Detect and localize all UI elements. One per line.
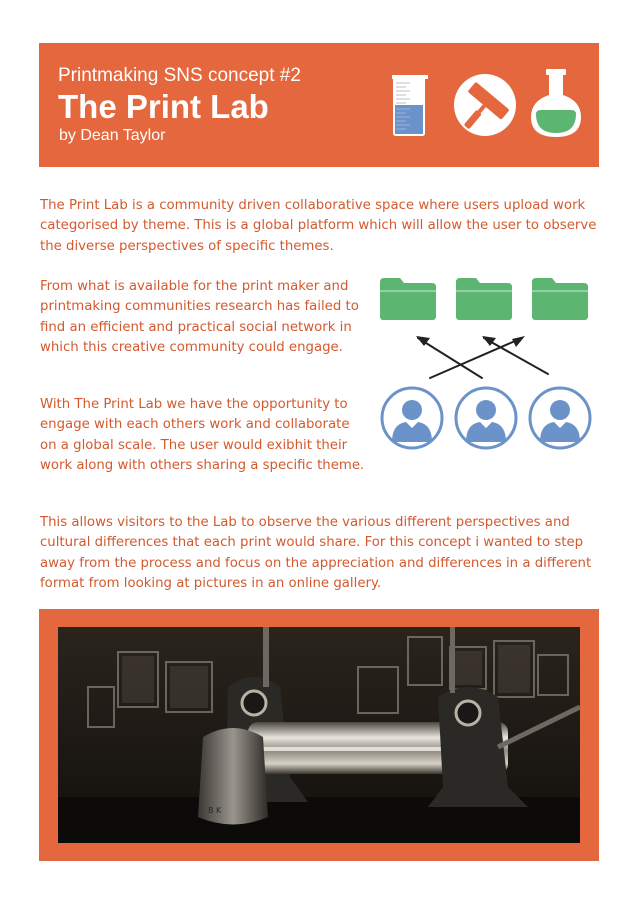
folder-icon (532, 278, 588, 320)
beaker-icon (388, 73, 438, 137)
user-icon (456, 388, 516, 448)
arrow-line (430, 338, 522, 378)
opportunity-paragraph: With The Print Lab we have the opportunity to engage with each others work and collaborate on a global scale. The user would exibhit their work along with others sharing a specific theme. (40, 397, 365, 473)
svg-text:B K: B K (208, 806, 222, 815)
folder-icon (376, 278, 436, 324)
header-banner (39, 43, 599, 167)
intro-paragraph: The Print Lab is a community driven collaborative space where users upload work categorised by theme. This is a global platform which will allow the user to observe the diverse perspectives of specific themes. (40, 198, 597, 254)
photo-frame (39, 609, 599, 861)
research-paragraph: From what is available for the print maker and printmaking communities research has failed to find an efficient and practical social network in which this creative community could engage. (40, 279, 359, 355)
author-byline: by Dean Taylor (59, 127, 166, 144)
folder-icon (456, 278, 512, 320)
arrowhead (512, 336, 525, 347)
arrow-line (418, 338, 482, 378)
user-icon (530, 388, 590, 448)
flask-icon (529, 67, 583, 139)
header-subtitle: Printmaking SNS concept #2 (58, 65, 301, 86)
user-icon (382, 388, 442, 448)
page-title: The Print Lab (58, 88, 269, 125)
roller-icon (452, 72, 518, 138)
printing-press-photo (58, 627, 580, 843)
theme-user-diagram (372, 268, 600, 458)
concept-paragraph: This allows visitors to the Lab to observe the various different perspectives and cultural differences that each print would share. For this concept i wanted to step away from the process and focus on the appreciation and differences in a different format from looking at pictures in an online gallery. (40, 515, 592, 591)
